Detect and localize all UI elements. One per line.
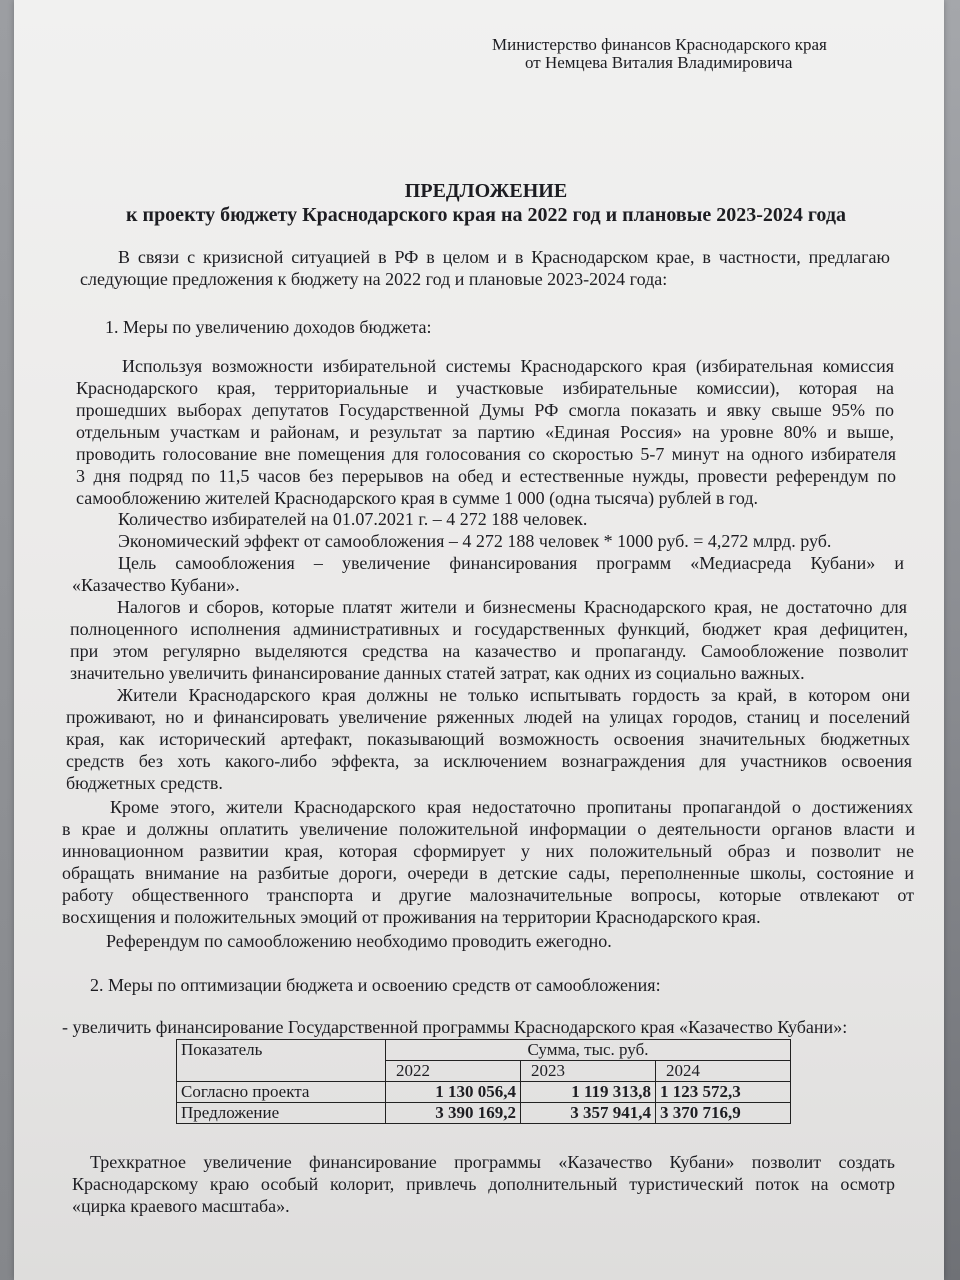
table-row [177, 1082, 791, 1103]
header-sum: Сумма, тыс. руб. [386, 1040, 791, 1061]
paragraph-line: инновационном развитии края, которая сформирует у них положительный образ и позволит не [62, 841, 914, 861]
table-row [177, 1103, 791, 1124]
paragraph-line: края, как исторический артефакт, показывающий возможность освоения значительных бюджетных [66, 729, 910, 749]
year-cell: 2023 [521, 1061, 656, 1082]
paragraph-line: проводить голосование вне помещения для голосования со скоростью 5-7 минут на одного избирателя [76, 444, 896, 464]
bullet-item: - увеличить финансирование Государственной программы Краснодарского края «Казачество Кубани»: [62, 1017, 848, 1037]
goal-line: Цель самообложения – увеличение финансирования программ «Медиасреда Кубани» и [118, 553, 904, 573]
closing-line: Трехкратное увеличение финансирование программы «Казачество Кубани» позволит создать [90, 1152, 895, 1172]
paragraph-line: прошедших выборах депутатов Государственной Думы РФ смогла показать и явку свыше 95% по [76, 400, 894, 420]
paragraph-line: Кроме этого, жители Краснодарского края недостаточно пропитаны пропагандой о достижениях [110, 797, 913, 817]
intro-line-2: следующие предложения к бюджету на 2022 год и плановые 2023-2024 года: [80, 269, 668, 289]
paragraph-line: средств без хоть какого-либо эффекта, за исключением вознаграждения для участников освоения [66, 751, 912, 771]
intro-line-1: В связи с кризисной ситуацией в РФ в целом и в Краснодарском крае, в частности, предлагаю [118, 247, 890, 267]
paragraph-line: при этом регулярно выделяются средства на казачество и пропаганду. Самообложение позволит [70, 641, 908, 661]
paragraph-line: восхищения и положительных эмоций от проживания на территории Краснодарского края. [62, 907, 761, 927]
paragraph-line: бюджетных средств. [66, 773, 223, 793]
paragraph-line: обращать внимание на разбитые дороги, очереди в детские сады, переполненные школы, состояние и [62, 863, 914, 883]
paragraph-line: Налогов и сборов, которые платят жители и бизнесмены Краснодарского края, не достаточно для [117, 597, 907, 617]
paragraph-line: проживают, но и финансировать увеличение ряженных людей на улицах городов, станиц и поселений [66, 707, 910, 727]
budget-table [176, 1039, 791, 1124]
voters-count: Количество избирателей на 01.07.2021 г. – 4 272 188 человек. [118, 509, 588, 529]
value-cell: 3 357 941,4 [521, 1103, 656, 1124]
recipient-line: Министерство финансов Краснодарского края [492, 35, 827, 54]
closing-line: «цирка краевого масштаба». [72, 1196, 290, 1216]
section-1-heading: 1. Меры по увеличению доходов бюджета: [105, 317, 432, 337]
value-cell: 1 130 056,4 [386, 1082, 521, 1103]
paragraph-line: Краснодарского края, территориальные и участковые избирательные комиссии), которая на [76, 378, 894, 398]
paragraph-line: 3 дня подряд по 11,5 часов без перерывов на обед и естественные нужды, провести референдум по [76, 466, 896, 486]
value-cell: 1 123 572,3 [656, 1082, 791, 1103]
document-title: ПРЕДЛОЖЕНИЕ [404, 180, 568, 202]
closing-line: Краснодарскому краю особый колорит, привлечь дополнительный туристический поток на осмотр [72, 1174, 895, 1194]
value-cell: 3 390 169,2 [386, 1103, 521, 1124]
year-cell: 2022 [386, 1061, 521, 1082]
document-subtitle: к проекту бюджету Краснодарского края на 2022 год и плановые 2023-2024 года [126, 204, 846, 226]
value-cell: 1 119 313,8 [521, 1082, 656, 1103]
paragraph-line: значительно увеличить финансирование данных статей затрат, как одних из социально важных. [70, 663, 805, 683]
year-cell: 2024 [656, 1061, 791, 1082]
row-label: Предложение [177, 1103, 386, 1124]
paragraph-line: полноценного исполнения административных и государственных функций, бюджет края дефицитен, [70, 619, 908, 639]
paragraph-line: в крае и должны оплатить увеличение положительной информации о деятельности органов власти и [62, 819, 915, 839]
referendum-note: Референдум по самообложению необходимо проводить ежегодно. [106, 931, 612, 951]
row-label: Согласно проекта [177, 1082, 386, 1103]
economic-effect: Экономический эффект от самообложения – 4 272 188 человек * 1000 руб. = 4,272 млрд. руб. [118, 531, 832, 551]
paragraph-line: самообложению жителей Краснодарского края в сумме 1 000 (одна тысяча) рублей в год. [76, 488, 758, 508]
table-header-row [177, 1040, 791, 1061]
goal-line: «Казачество Кубани». [72, 575, 240, 595]
value-cell: 3 370 716,9 [656, 1103, 791, 1124]
paragraph-line: отдельным участкам и районам, и результат за партию «Единая Россия» на уровне 80% и выше, [76, 422, 894, 442]
paragraph-line: Жители Краснодарского края должны не только испытывать гордость за край, в котором они [117, 685, 910, 705]
paragraph-line: работу общественного транспорта и другие малозначительные вопросы, которые отвлекают от [62, 885, 914, 905]
paragraph-line: Используя возможности избирательной системы Краснодарского края (избирательная комиссия [122, 356, 894, 376]
sender-line: от Немцева Виталия Владимировича [525, 53, 793, 72]
header-indicator: Показатель [177, 1040, 386, 1082]
section-2-heading: 2. Меры по оптимизации бюджета и освоению средств от самообложения: [90, 975, 661, 995]
